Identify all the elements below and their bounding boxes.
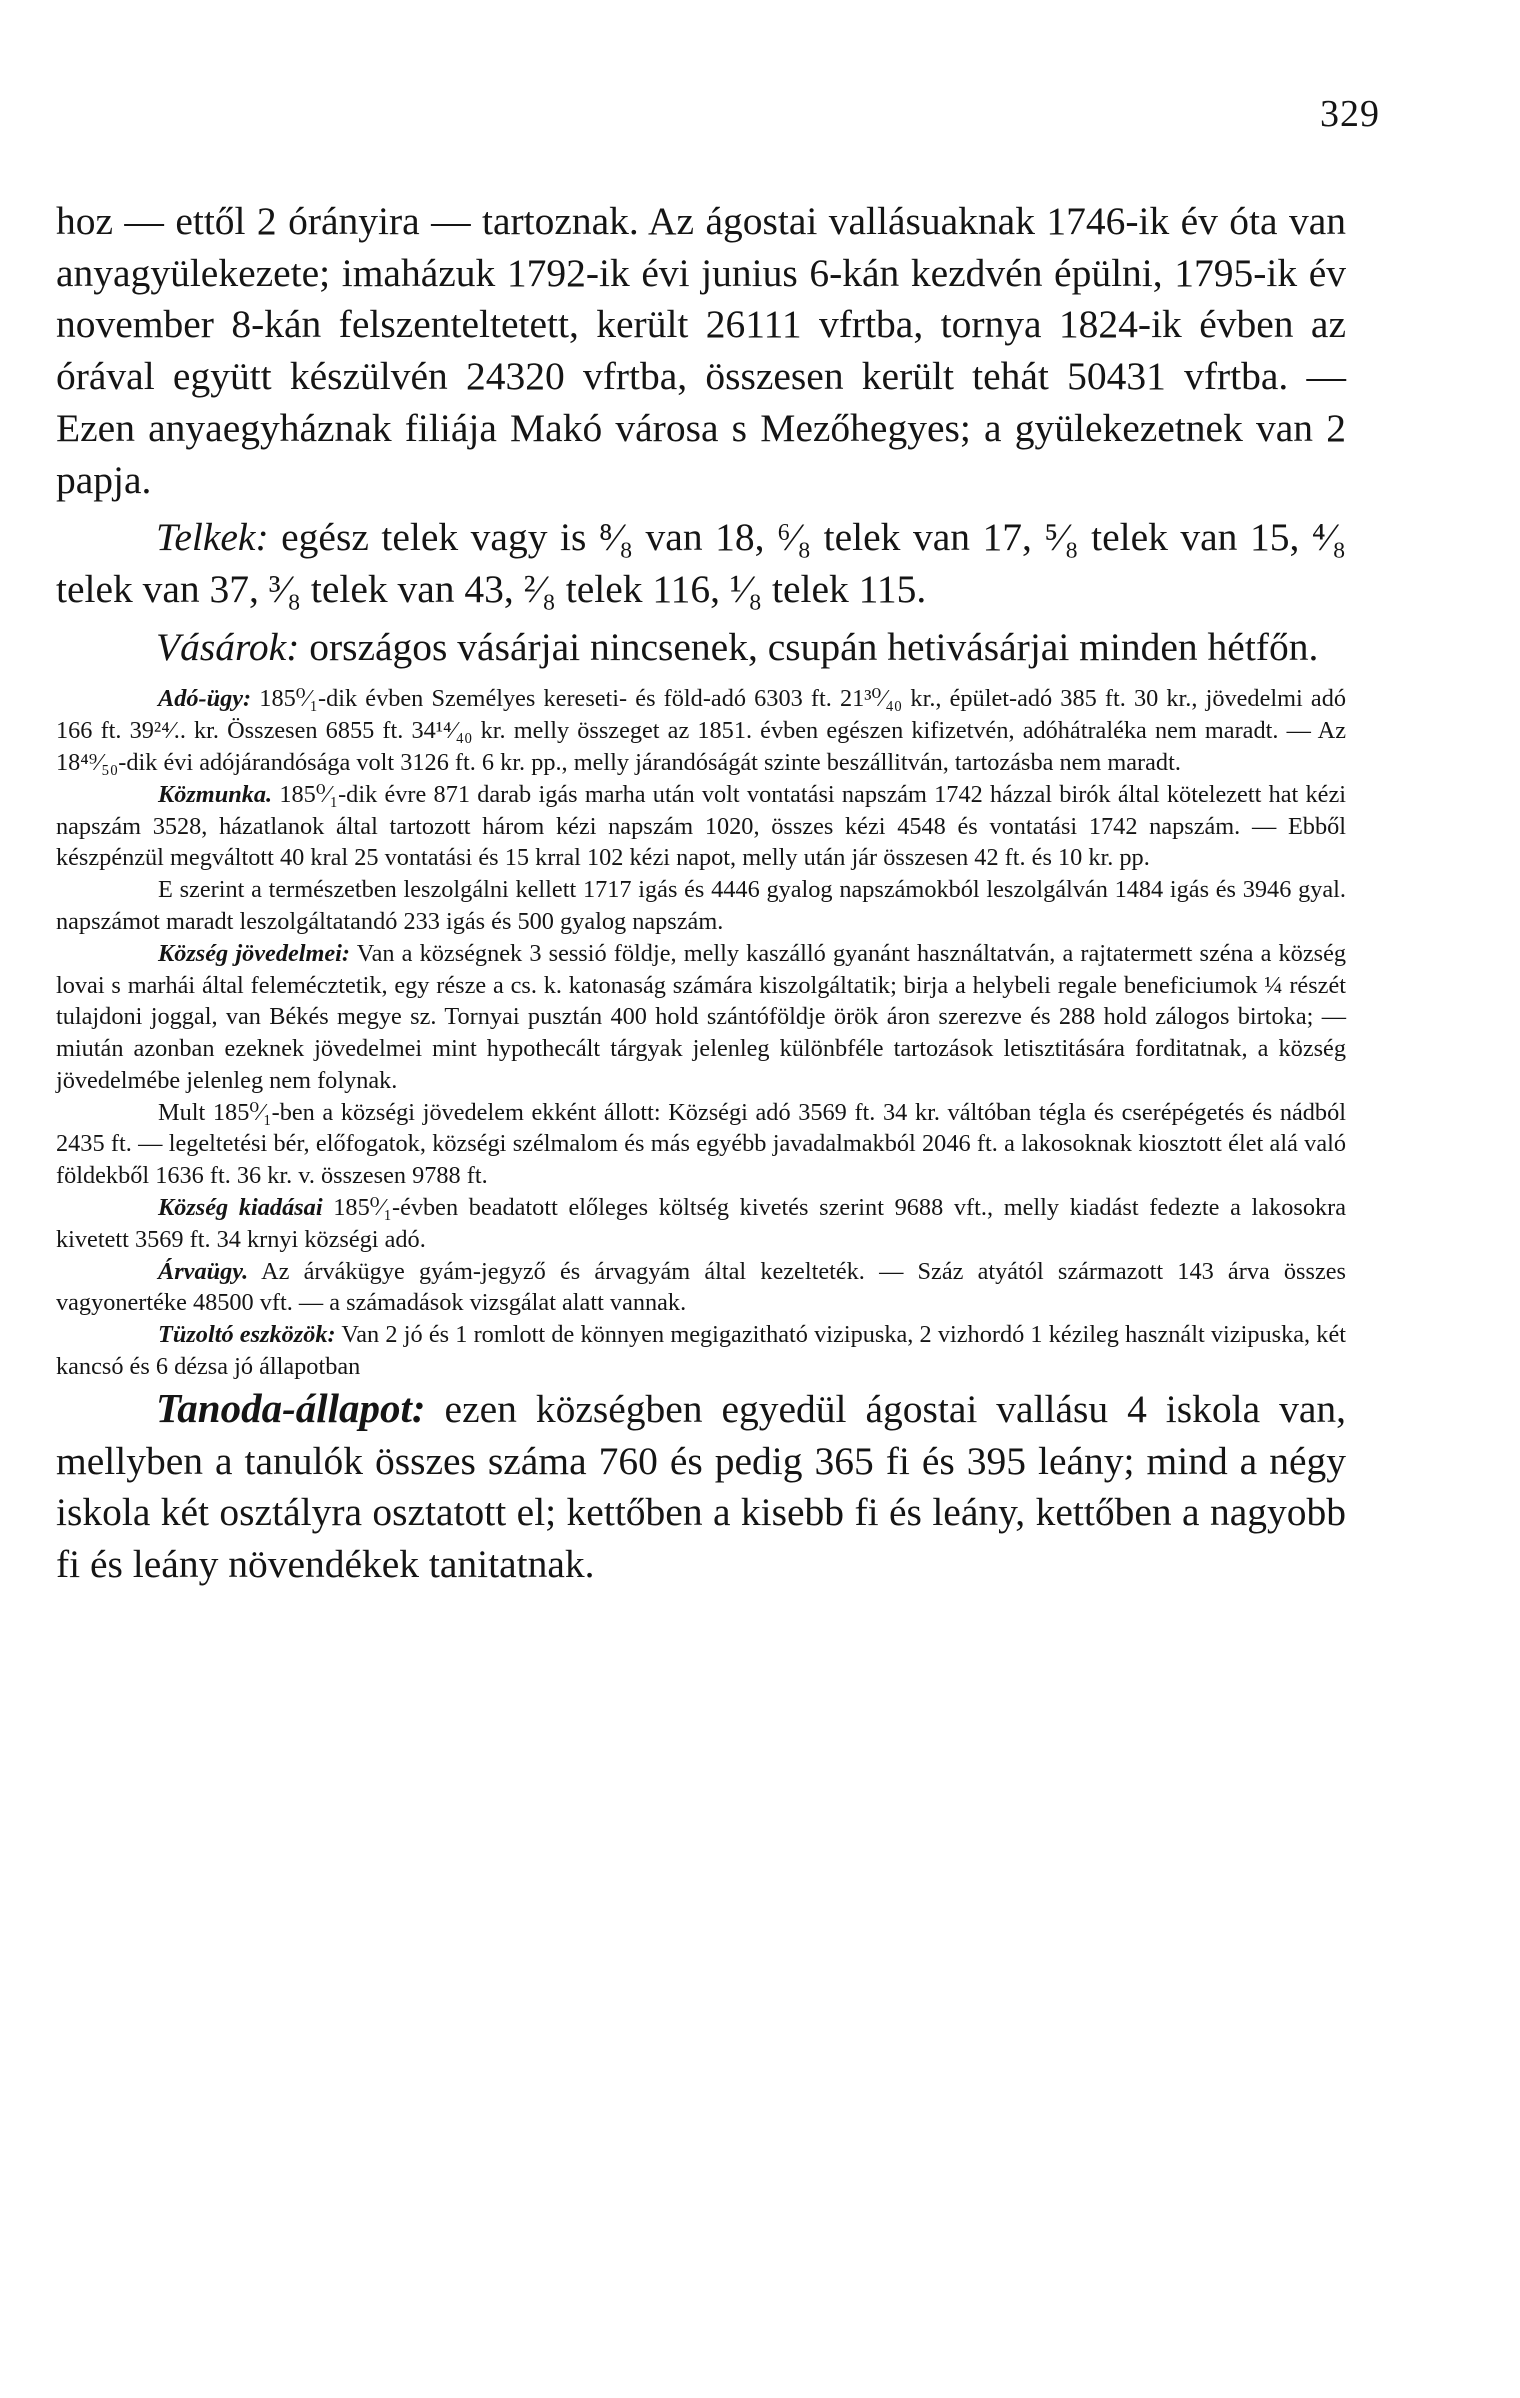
telkek-text: egész telek vagy is ⁸⁄₈ van 18, ⁶⁄₈ telek van 17, ⁵⁄₈ telek van 15, ⁴⁄₈ telek van 37, ³⁄₈ telek van 43, ²⁄₈ telek 116, ¹⁄₈ telek 115. xyxy=(56,515,1346,611)
paragraph-vasarok xyxy=(56,622,1346,674)
kozmunka-heading: Közmunka. xyxy=(158,780,273,808)
page-number: 329 xyxy=(1320,93,1380,135)
arvaugy-heading: Árvaügy. xyxy=(158,1257,249,1285)
jovedelmei-text: Van a községnek 3 sessió földje, melly kaszálló gyanánt használtatván, a rajtatermett széna a község lovai s marhái által feleméсztetik, egy része a cs. k. katonaság számára kiszolgáltatik; birja a helybeli regale beneficiumok ¼ részét tulajdoni joggal, van Békés megye sz. Tornyai pusztán 400 hold szántóföldje örök áron szerezve és 288 hold zálogos birtoka; — miután azonban ezeknek jövedelmei mint hypothecált tárgyak jelenleg különbféle tartozások letisztitására forditatnak, a község jövedelmébe jelenleg nem folynak. xyxy=(56,939,1347,1094)
arvaugy-text: Az árvákügye gyám-jegyző és árvagyám által kezelteték. — Száz atyától származott 143 árva összes vagyonertéke 48500 vft. — a számadások vizsgálat alatt vannak. xyxy=(56,1257,1346,1317)
paragraph-arvaugy xyxy=(56,1256,1346,1320)
telkek-heading: Telkek: xyxy=(156,515,269,560)
paragraph-telkek xyxy=(56,512,1346,615)
jovedelmei-heading: Község jövedelmei: xyxy=(158,939,351,967)
page-body xyxy=(56,196,1346,1591)
kiadasai-text: 185⁰⁄₁-évben beadatott előleges költség kivetés szerint 9688 vft., melly kiadást fedezte a lakosokra kivetett 3569 ft. 34 krnyi községi adó. xyxy=(56,1194,1346,1253)
tanoda-text: ezen községben egyedül ágostai vallásu 4 iskola van, mellyben a tanulók összes száma 760 és pedig 365 fi és 395 leány; mind a négy iskola két osztályra osztatott el; kettőben a kisebb fi és leány, kettőben a nagyobb fi és leány növendékek tanitatnak. xyxy=(56,1386,1347,1586)
adougy-text: 185⁰⁄₁-dik évben Személyes kereseti- és föld-adó 6303 ft. 21³⁰⁄₄₀ kr., épület-adó 385 ft. 30 kr., jövedelmi adó 166 ft. 39²⁴⁄.. kr. Összesen 6855 ft. 34¹⁴⁄₄₀ kr. melly összeget az 1851. évben egészen kifizetvén, adóhátraléka nem maradt. — Az 18⁴⁹⁄₅₀-dik évi adójárandósága volt 3126 ft. 6 kr. pp., melly járandóságát szinte beszállitván, tartozásba nem maradt. xyxy=(56,685,1346,776)
vasarok-heading: Vásárok: xyxy=(156,624,300,669)
paragraph-tanoda xyxy=(56,1383,1346,1591)
kiadasai-heading: Község kiadásai xyxy=(158,1194,323,1222)
paragraph-kiadasai xyxy=(56,1192,1346,1256)
tuzolto-text: Van 2 jó és 1 romlott de könnyen megigazitható vizipuska, 2 vizhordó 1 kézileg használt vizipuska, két kancsó és 6 dézsa jó állapotban xyxy=(56,1321,1346,1381)
paragraph-adougy xyxy=(56,683,1346,778)
paragraph-jovedelmei xyxy=(56,938,1346,1097)
vasarok-text: országos vásárjai nincsenek, csupán hetivásárjai minden hétfőn. xyxy=(309,624,1319,669)
tanoda-heading: Tanoda-állapot: xyxy=(156,1384,426,1431)
paragraph-church: hoz — ettől 2 órányira — tartoznak. Az ágostai vallásuaknak 1746-ik év óta van anyagyülekezete; imaházuk 1792-ik évi junius 6-kán kezdvén épülni, 1795-ik év november 8-kán felszenteltetett, került 26111 vfrtba, tornya 1824-ik évben az órával együtt készülvén 24320 vfrtba, összesen került tehát 50431 vfrtba. — Ezen anyaegyháznak filiája Makó városa s Mezőhegyes; a gyülekezetnek van 2 papja. xyxy=(56,199,1346,502)
paragraph-mult: Mult 185⁰⁄₁-ben a községi jövedelem ekként állott: Községi adó 3569 ft. 34 kr. váltóban tégla és cserépégetés és nádból 2435 ft. — legeltetési bér, előfogatok, községi szélmalom és más egyébb javadalmakból 2046 ft. a lakosoknak kiosztott élet alá való földekből 1636 ft. 36 kr. v. összesen 9788 ft. xyxy=(56,1098,1346,1190)
paragraph-kozmunka xyxy=(56,779,1346,874)
paragraph-eszerint: E szerint a természetben leszolgálni kellett 1717 igás és 4446 gyalog napszámokból leszolgálván 1484 igás és 3946 gyal. napszámot maradt leszolgáltatandó 233 igás és 500 gyalog napszám. xyxy=(56,876,1346,935)
tuzolto-heading: Tüzoltó eszközök: xyxy=(158,1321,336,1349)
adougy-heading: Adó-ügy: xyxy=(158,685,252,713)
kozmunka-text: 185⁰⁄₁-dik évre 871 darab igás marha után volt vontatási napszám 1742 házzal birók által kötelezett hat kézi napszám 3528, házatlanok által tartozott három kézi napszám 1020, összes kézi 4548 és vontatási 1742 napszám. — Ebből készpénzül megváltott 40 kral 25 vontatási és 15 krral 102 kézi napot, melly után jár összesen 42 ft. és 10 kr. pp. xyxy=(56,780,1346,872)
paragraph-tuzolto xyxy=(56,1319,1346,1383)
